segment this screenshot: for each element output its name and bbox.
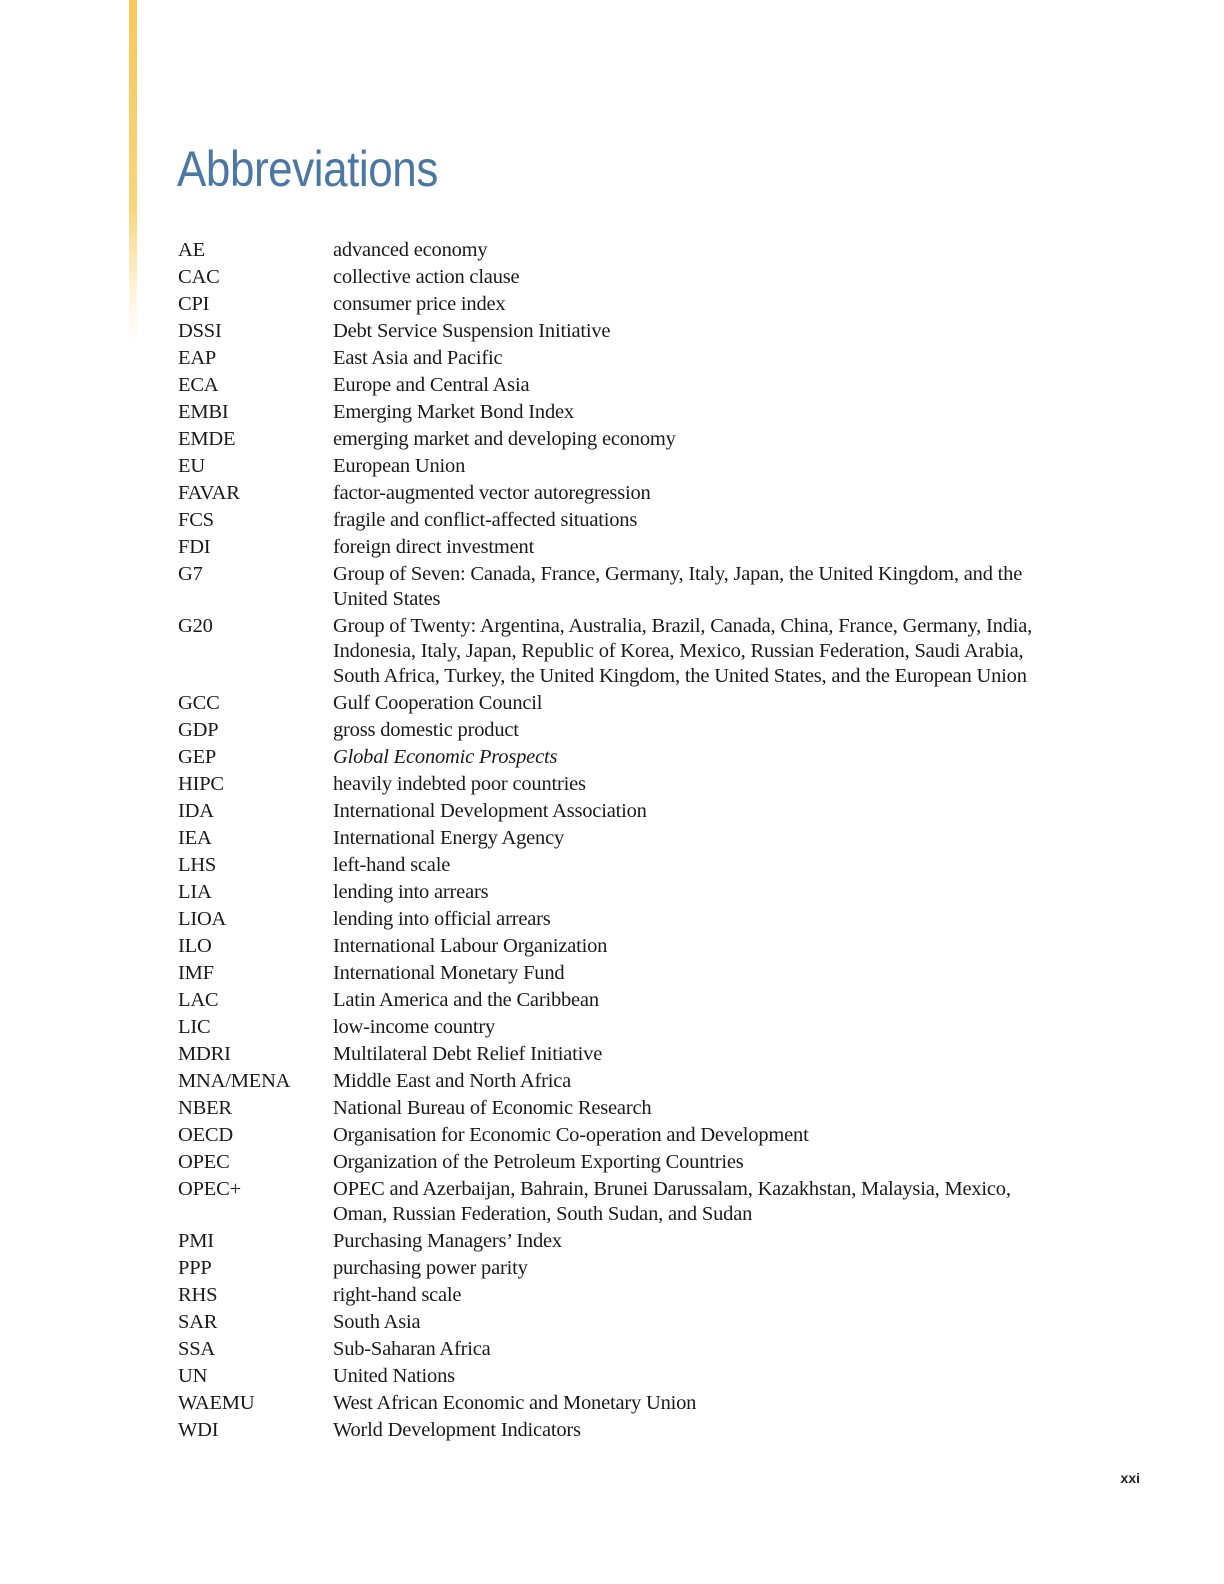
abbreviation-term: FCS	[178, 509, 214, 531]
abbreviation-term: IMF	[178, 962, 214, 984]
abbreviation-row	[178, 1310, 1058, 1335]
abbreviation-term: EAP	[178, 347, 217, 369]
abbreviation-definition: West African Economic and Monetary Union	[333, 1392, 697, 1414]
abbreviation-definition: emerging market and developing economy	[333, 428, 676, 450]
abbreviation-definition: advanced economy	[333, 239, 488, 261]
abbreviation-row	[178, 961, 1058, 986]
abbreviation-term: SAR	[178, 1311, 218, 1333]
abbreviation-row	[178, 691, 1058, 716]
abbreviation-term: WAEMU	[178, 1392, 255, 1414]
abbreviation-term: RHS	[178, 1284, 218, 1306]
abbreviation-term: OPEC	[178, 1151, 230, 1173]
abbreviation-definition: International Energy Agency	[333, 827, 565, 849]
abbreviation-row	[178, 292, 1058, 317]
abbreviation-definition: lending into arrears	[333, 881, 489, 903]
abbreviation-definition: Purchasing Managers’ Index	[333, 1230, 562, 1252]
page-number: xxi	[1120, 1470, 1140, 1486]
abbreviation-row	[178, 826, 1058, 851]
abbreviation-row	[178, 508, 1058, 533]
abbreviation-definition: International Development Association	[333, 800, 647, 822]
abbreviation-term: IEA	[178, 827, 212, 849]
abbreviation-definition: heavily indebted poor countries	[333, 773, 586, 795]
abbreviation-term: LHS	[178, 854, 217, 876]
abbreviation-definition: Global Economic Prospects	[333, 746, 558, 768]
abbreviation-definition: Group of Twenty: Argentina, Australia, Brazil, Canada, China, France, Germany, India, Indonesia, Italy, Japan, Republic of Korea, Mexico, Russian Federation, Saudi Arabia, South Africa, Turkey, the United Kingdom, the United States, and the European Union	[333, 615, 1033, 687]
abbreviation-row	[178, 265, 1058, 290]
abbreviation-term: HIPC	[178, 773, 224, 795]
abbreviation-definition: left-hand scale	[333, 854, 451, 876]
abbreviation-term: ECA	[178, 374, 219, 396]
abbreviation-term: MNA/MENA	[178, 1070, 291, 1092]
abbreviation-definition: fragile and conflict-affected situations	[333, 509, 638, 531]
abbreviation-definition: gross domestic product	[333, 719, 519, 741]
abbreviation-term: GDP	[178, 719, 219, 741]
abbreviation-term: GCC	[178, 692, 220, 714]
abbreviation-definition: collective action clause	[333, 266, 520, 288]
abbreviation-row	[178, 1042, 1058, 1067]
abbreviation-definition: United Nations	[333, 1365, 455, 1387]
abbreviation-definition: World Development Indicators	[333, 1419, 581, 1441]
abbreviation-term: UN	[178, 1365, 208, 1387]
abbreviation-term: OPEC+	[178, 1178, 241, 1200]
abbreviation-row	[178, 481, 1058, 506]
abbreviation-row	[178, 853, 1058, 878]
abbreviation-definition: Gulf Cooperation Council	[333, 692, 543, 714]
abbreviation-definition: Sub-Saharan Africa	[333, 1338, 491, 1360]
abbreviation-row	[178, 988, 1058, 1013]
abbreviation-definition: right-hand scale	[333, 1284, 462, 1306]
abbreviation-definition: Organisation for Economic Co-operation and Development	[333, 1124, 809, 1146]
abbreviation-row	[178, 934, 1058, 959]
abbreviation-definition: Emerging Market Bond Index	[333, 401, 574, 423]
abbreviation-term: IDA	[178, 800, 214, 822]
abbreviation-definition: factor-augmented vector autoregression	[333, 482, 651, 504]
abbreviation-row	[178, 1015, 1058, 1040]
abbreviation-definition: East Asia and Pacific	[333, 347, 503, 369]
abbreviation-row	[178, 319, 1058, 344]
abbreviation-row	[178, 1229, 1058, 1254]
abbreviation-row	[178, 907, 1058, 932]
abbreviation-row	[178, 535, 1058, 560]
abbreviation-term: DSSI	[178, 320, 222, 342]
abbreviation-definition: consumer price index	[333, 293, 506, 315]
abbreviation-definition: International Labour Organization	[333, 935, 608, 957]
abbreviation-definition: OPEC and Azerbaijan, Bahrain, Brunei Darussalam, Kazakhstan, Malaysia, Mexico, Oman, Russian Federation, South Sudan, and Sudan	[333, 1178, 1011, 1225]
accent-bar	[129, 0, 137, 345]
abbreviation-term: G20	[178, 615, 213, 637]
abbreviation-term: MDRI	[178, 1043, 231, 1065]
abbreviation-row	[178, 238, 1058, 263]
abbreviation-term: CAC	[178, 266, 220, 288]
abbreviation-row	[178, 1391, 1058, 1416]
abbreviation-row	[178, 1150, 1058, 1175]
abbreviation-term: G7	[178, 563, 203, 585]
abbreviation-term: GEP	[178, 746, 217, 768]
abbreviation-definition: National Bureau of Economic Research	[333, 1097, 652, 1119]
abbreviation-definition: low-income country	[333, 1016, 496, 1038]
abbreviation-row	[178, 346, 1058, 371]
abbreviation-row	[178, 799, 1058, 824]
abbreviation-row	[178, 373, 1058, 398]
abbreviation-definition: Group of Seven: Canada, France, Germany, Italy, Japan, the United Kingdom, and the United States	[333, 563, 1023, 610]
abbreviation-term: CPI	[178, 293, 210, 315]
abbreviation-term: FDI	[178, 536, 211, 558]
abbreviation-term: EU	[178, 455, 205, 477]
abbreviation-definition: Middle East and North Africa	[333, 1070, 572, 1092]
abbreviation-term: AE	[178, 239, 205, 261]
page-title: Abbreviations	[177, 141, 438, 197]
abbreviation-row	[178, 1364, 1058, 1389]
abbreviation-definition: International Monetary Fund	[333, 962, 565, 984]
abbreviation-row	[178, 614, 1058, 689]
abbreviation-term: FAVAR	[178, 482, 240, 504]
abbreviation-term: WDI	[178, 1419, 219, 1441]
abbreviation-row	[178, 880, 1058, 905]
abbreviation-term: LIA	[178, 881, 212, 903]
abbreviation-term: PPP	[178, 1257, 212, 1279]
abbreviation-term: LIOA	[178, 908, 227, 930]
abbreviation-definition: Multilateral Debt Relief Initiative	[333, 1043, 603, 1065]
abbreviation-definition: lending into official arrears	[333, 908, 551, 930]
abbreviation-definition: European Union	[333, 455, 466, 477]
abbreviation-row	[178, 427, 1058, 452]
abbreviation-definition: Organization of the Petroleum Exporting Countries	[333, 1151, 744, 1173]
abbreviation-row	[178, 1256, 1058, 1281]
abbreviation-term: PMI	[178, 1230, 214, 1252]
abbreviation-term: EMDE	[178, 428, 236, 450]
abbreviation-definition: South Asia	[333, 1311, 421, 1333]
abbreviation-row	[178, 1123, 1058, 1148]
abbreviation-definition: Latin America and the Caribbean	[333, 989, 599, 1011]
abbreviation-row	[178, 745, 1058, 770]
abbreviation-definition: Debt Service Suspension Initiative	[333, 320, 611, 342]
abbreviation-term: ILO	[178, 935, 212, 957]
abbreviation-term: LAC	[178, 989, 219, 1011]
abbreviation-term: SSA	[178, 1338, 216, 1360]
abbreviation-list	[178, 238, 1058, 1445]
abbreviation-row	[178, 718, 1058, 743]
abbreviation-term: OECD	[178, 1124, 234, 1146]
abbreviation-row	[178, 400, 1058, 425]
abbreviation-row	[178, 454, 1058, 479]
abbreviation-term: LIC	[178, 1016, 211, 1038]
abbreviation-row	[178, 1337, 1058, 1362]
abbreviation-definition: purchasing power parity	[333, 1257, 528, 1279]
abbreviation-definition: Europe and Central Asia	[333, 374, 530, 396]
abbreviation-row	[178, 1096, 1058, 1121]
abbreviation-definition: foreign direct investment	[333, 536, 535, 558]
abbreviation-row	[178, 562, 1058, 612]
abbreviation-term: NBER	[178, 1097, 232, 1119]
abbreviation-row	[178, 1418, 1058, 1443]
abbreviation-row	[178, 1069, 1058, 1094]
abbreviation-row	[178, 1177, 1058, 1227]
abbreviation-row	[178, 1283, 1058, 1308]
abbreviation-term: EMBI	[178, 401, 229, 423]
abbreviation-row	[178, 772, 1058, 797]
